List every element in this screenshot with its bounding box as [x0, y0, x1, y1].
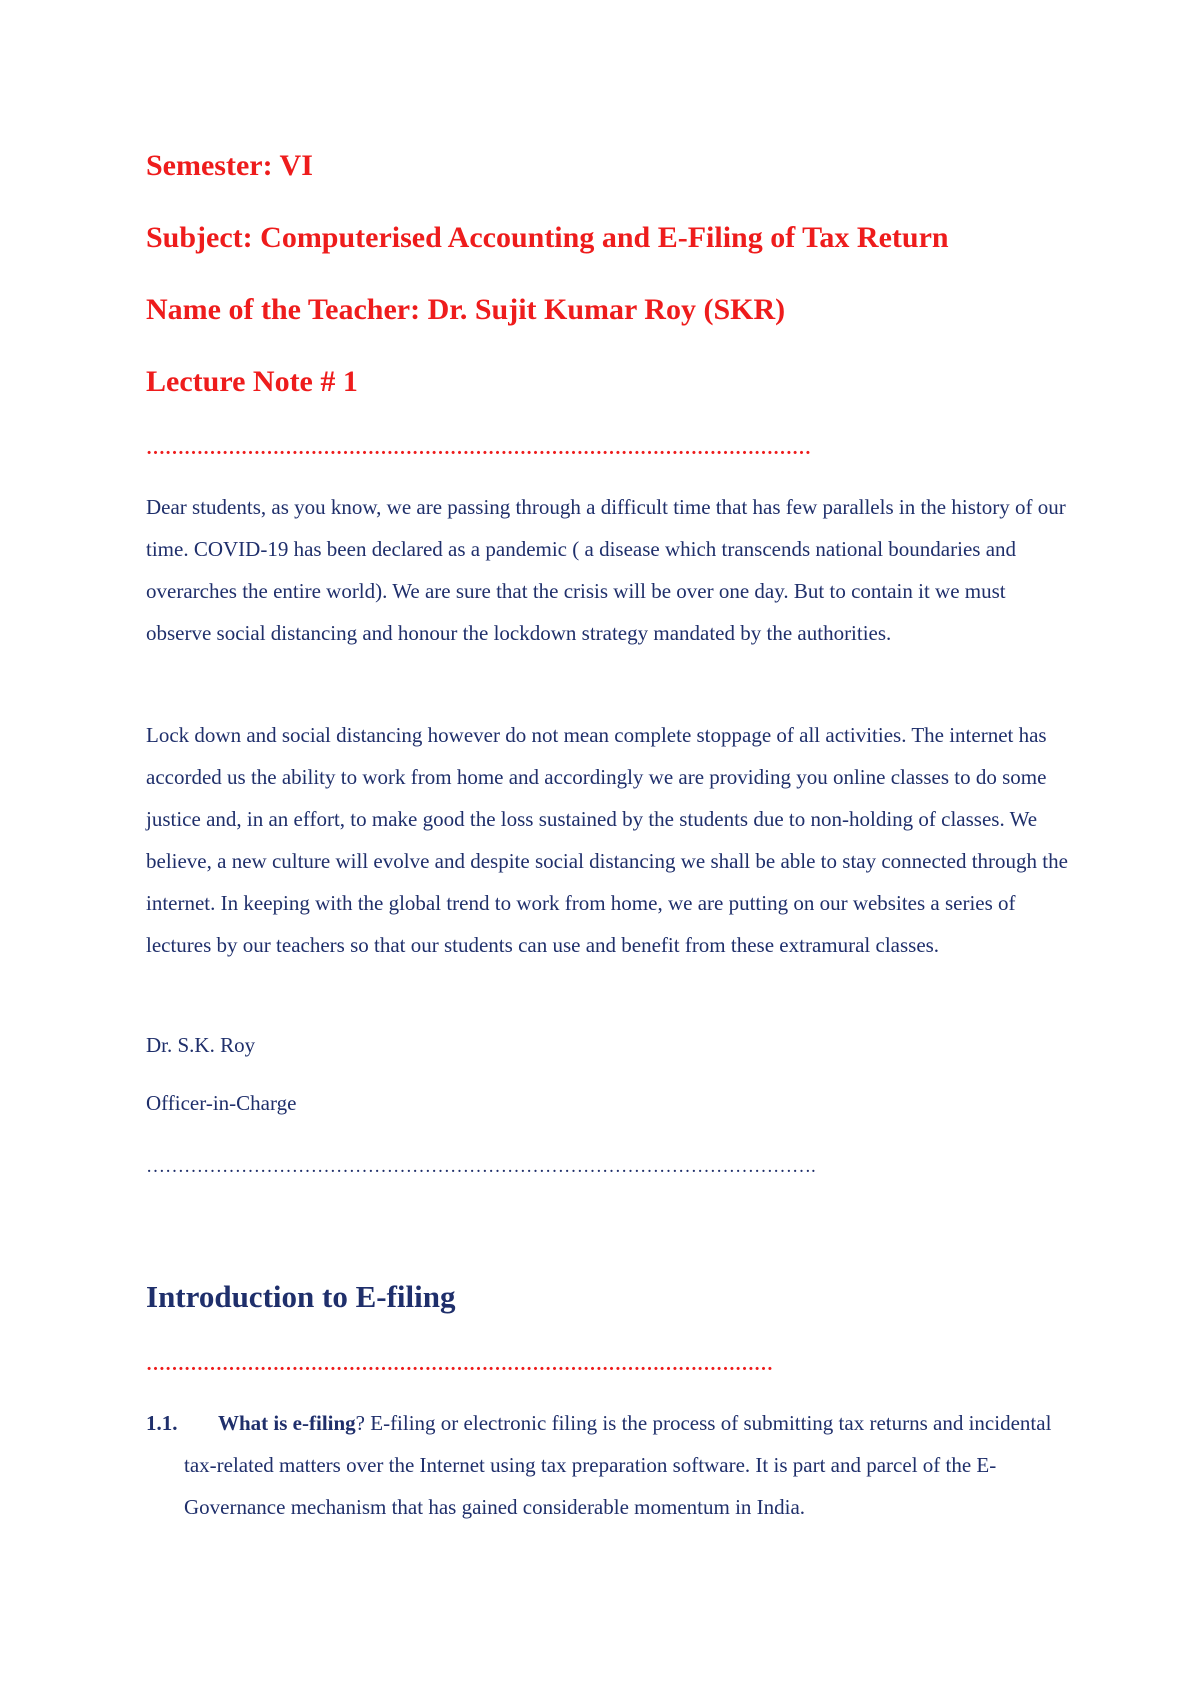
subject-heading: Subject: Computerised Accounting and E-Filing of Tax Return — [146, 221, 949, 254]
list-item — [146, 1402, 1076, 1528]
item-term: What is e-filing — [218, 1411, 356, 1435]
message-paragraph-2: Lock down and social distancing however do not mean complete stoppage of all activities. The internet has accorded us the ability to work from home and accordingly we are providing you online classes to do some justice and, in an effort, to make good the loss sustained by the students due to non-holding of classes. We believe, a new culture will evolve and despite social distancing we shall be able to stay connected through the internet. In keeping with the global trend to work from home, we are putting on our websites a series of lectures by our teachers so that our students can use and benefit from these extramural classes. — [146, 723, 1068, 957]
signature-name: Dr. S.K. Roy — [146, 1033, 256, 1057]
separator-red-bottom: ……………………………………………………………………………………… — [146, 1354, 773, 1375]
separator-navy: ……………………………………………………………………………………………. — [146, 1156, 816, 1177]
signature-title: Officer-in-Charge — [146, 1091, 297, 1115]
lecture-heading: Lecture Note # 1 — [146, 365, 358, 398]
teacher-heading: Name of the Teacher: Dr. Sujit Kumar Roy (SKR) — [146, 293, 786, 326]
item-number: 1.1. — [146, 1411, 178, 1435]
separator-red-top: …………………………………………………………………………………………… — [146, 438, 811, 459]
item-body — [184, 1402, 1076, 1528]
item-text: ? E-filing or electronic filing is the process of submitting tax returns and incidental tax-related matters over the Internet using tax preparation software. It is part and parcel of the E-Governance mechanism that has gained considerable momentum in India. — [184, 1411, 1052, 1519]
message-paragraph-1: Dear students, as you know, we are passing through a difficult time that has few parallels in the history of our time. COVID-19 has been declared as a pandemic ( a disease which transcends national boundaries and overarches the entire world). We are sure that the crisis will be over one day. But to contain it we must observe social distancing and honour the lockdown strategy mandated by the authorities. — [146, 495, 1066, 645]
semester-heading: Semester: VI — [146, 149, 313, 182]
section-title: Introduction to E-filing — [146, 1279, 456, 1314]
